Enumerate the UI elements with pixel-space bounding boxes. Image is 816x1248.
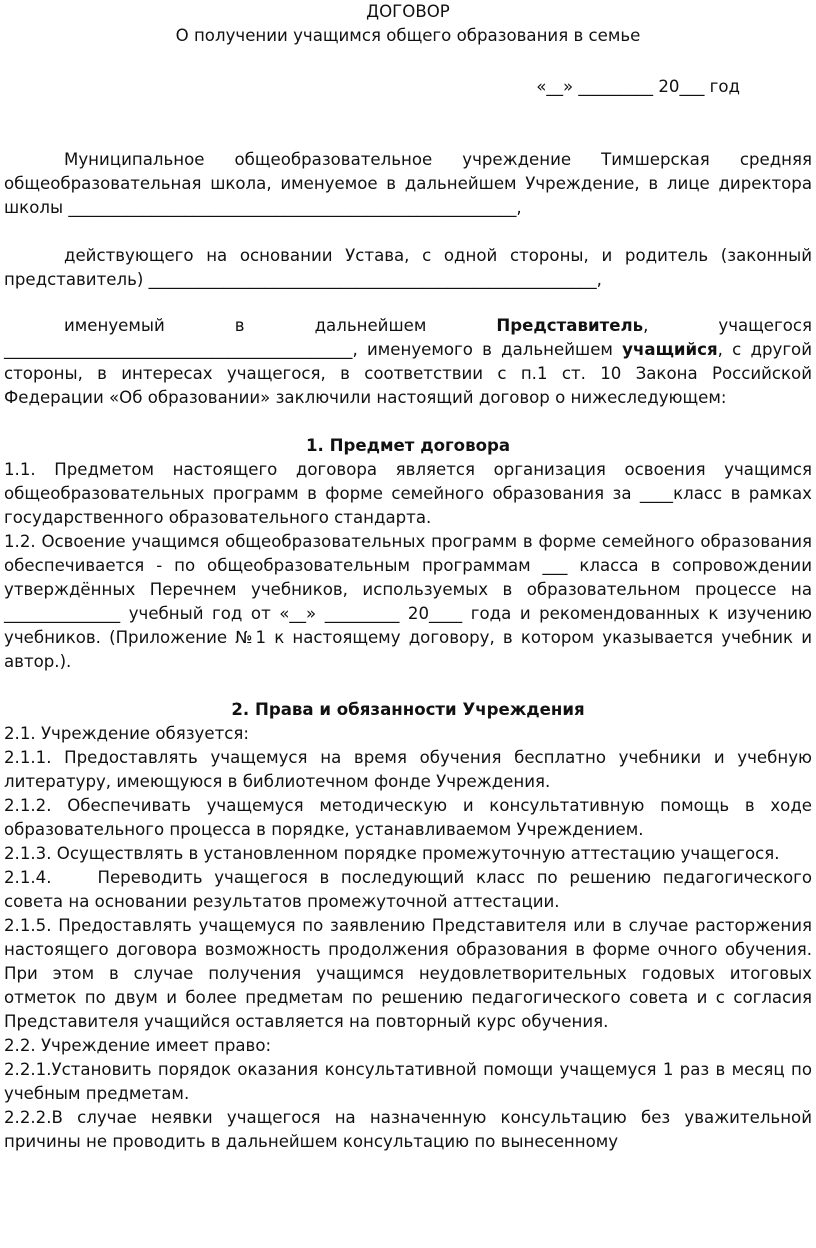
clause-1-1: 1.1. Предметом настоящего договора является организация освоения учащимся общеобразовательных программ в форме семейного образования за ____класс в рамках государственного образовательного стандарта. [4, 460, 812, 527]
contract-date: «__» _________ 20___ год [536, 77, 740, 96]
clause-2-1-4-number: 2.1.4. [4, 868, 52, 887]
clause-2-2-1: 2.2.1.Установить порядок оказания консультативной помощи учащемуся 1 раз в месяц по учебным предметам. [4, 1060, 812, 1103]
clause-2-1-4-text: Переводить учащегося в последующий класс по решению педагогического совета на основании результатов промежуточной аттестации. [4, 868, 812, 911]
intro-text-c: , учащегося __________________________________________, именуемого в дальнейшем [4, 316, 812, 359]
clause-2-1-3: 2.1.3. Осуществлять в установленном порядке промежуточную аттестацию учащегося. [4, 844, 780, 863]
representative-term: Представитель [496, 316, 644, 335]
student-term: учащийся [622, 340, 718, 359]
intro-paragraph-2: действующего на основании Устава, с одной стороны, и родитель (законный представитель) ______________________________________________________, [4, 246, 812, 289]
intro-text-e: , с другой стороны, в интересах учащегося, в соответствии с п.1 ст. 10 Закона Российской Федерации «Об образовании» заключили настоящий договор о нижеследующем: [4, 340, 812, 407]
clause-2-2: 2.2. Учреждение имеет право: [4, 1036, 272, 1055]
clause-2-1-4 [4, 866, 812, 914]
section-1-heading: 1. Предмет договора [305, 436, 511, 455]
clause-2-1-5: 2.1.5. Предоставлять учащемуся по заявлению Представителя или в случае расторжения настоящего договора возможность продолжения образования в форме очного обучения. При этом в случае получения учащимся неудовлетворительных годовых итоговых отметок по двум и более предметам по решению педагогического совета и с согласия Представителя учащийся оставляется на повторный курс обучения. [4, 916, 812, 1031]
section-2-heading: 2. Права и обязанности Учреждения [231, 700, 585, 719]
clause-2-1: 2.1. Учреждение обязуется: [4, 724, 249, 743]
intro-paragraph-1: Муниципальное общеобразовательное учреждение Тимшерская средняя общеобразовательная школа, именуемое в дальнейшем Учреждение, в лице директора школы ______________________________________________________, [4, 150, 812, 217]
intro-paragraph-3 [4, 314, 812, 410]
document-title: ДОГОВОР [366, 2, 450, 21]
document-subtitle: О получении учащимся общего образования в семье [175, 26, 641, 45]
clause-2-1-2: 2.1.2. Обеспечивать учащемуся методическую и консультативную помощь в ходе образовательного процесса в порядке, устанавливаемом Учреждением. [4, 796, 812, 839]
intro-text-a: именуемый в дальнейшем [64, 316, 497, 335]
clause-2-2-2: 2.2.2.В случае неявки учащегося на назначенную консультацию без уважительной причины не проводить в дальнейшем консультацию по вынесенному [4, 1108, 812, 1151]
clause-2-1-1: 2.1.1. Предоставлять учащемуся на время обучения бесплатно учебники и учебную литературу, имеющуюся в библиотечном фонде Учреждения. [4, 748, 812, 791]
document-page [4, 0, 812, 1154]
clause-1-2: 1.2. Освоение учащимся общеобразовательных программ в форме семейного образования обеспечивается - по общеобразовательным программам ___ класса в сопровождении утверждённых Перечнем учебников, используемых в образовательном процессе на ______________ учебный год от «__» _________ 20____ года и рекомендованных к изучению учебников. (Приложение №1 к настоящему договору, в котором указывается учебник и автор.). [4, 532, 812, 671]
